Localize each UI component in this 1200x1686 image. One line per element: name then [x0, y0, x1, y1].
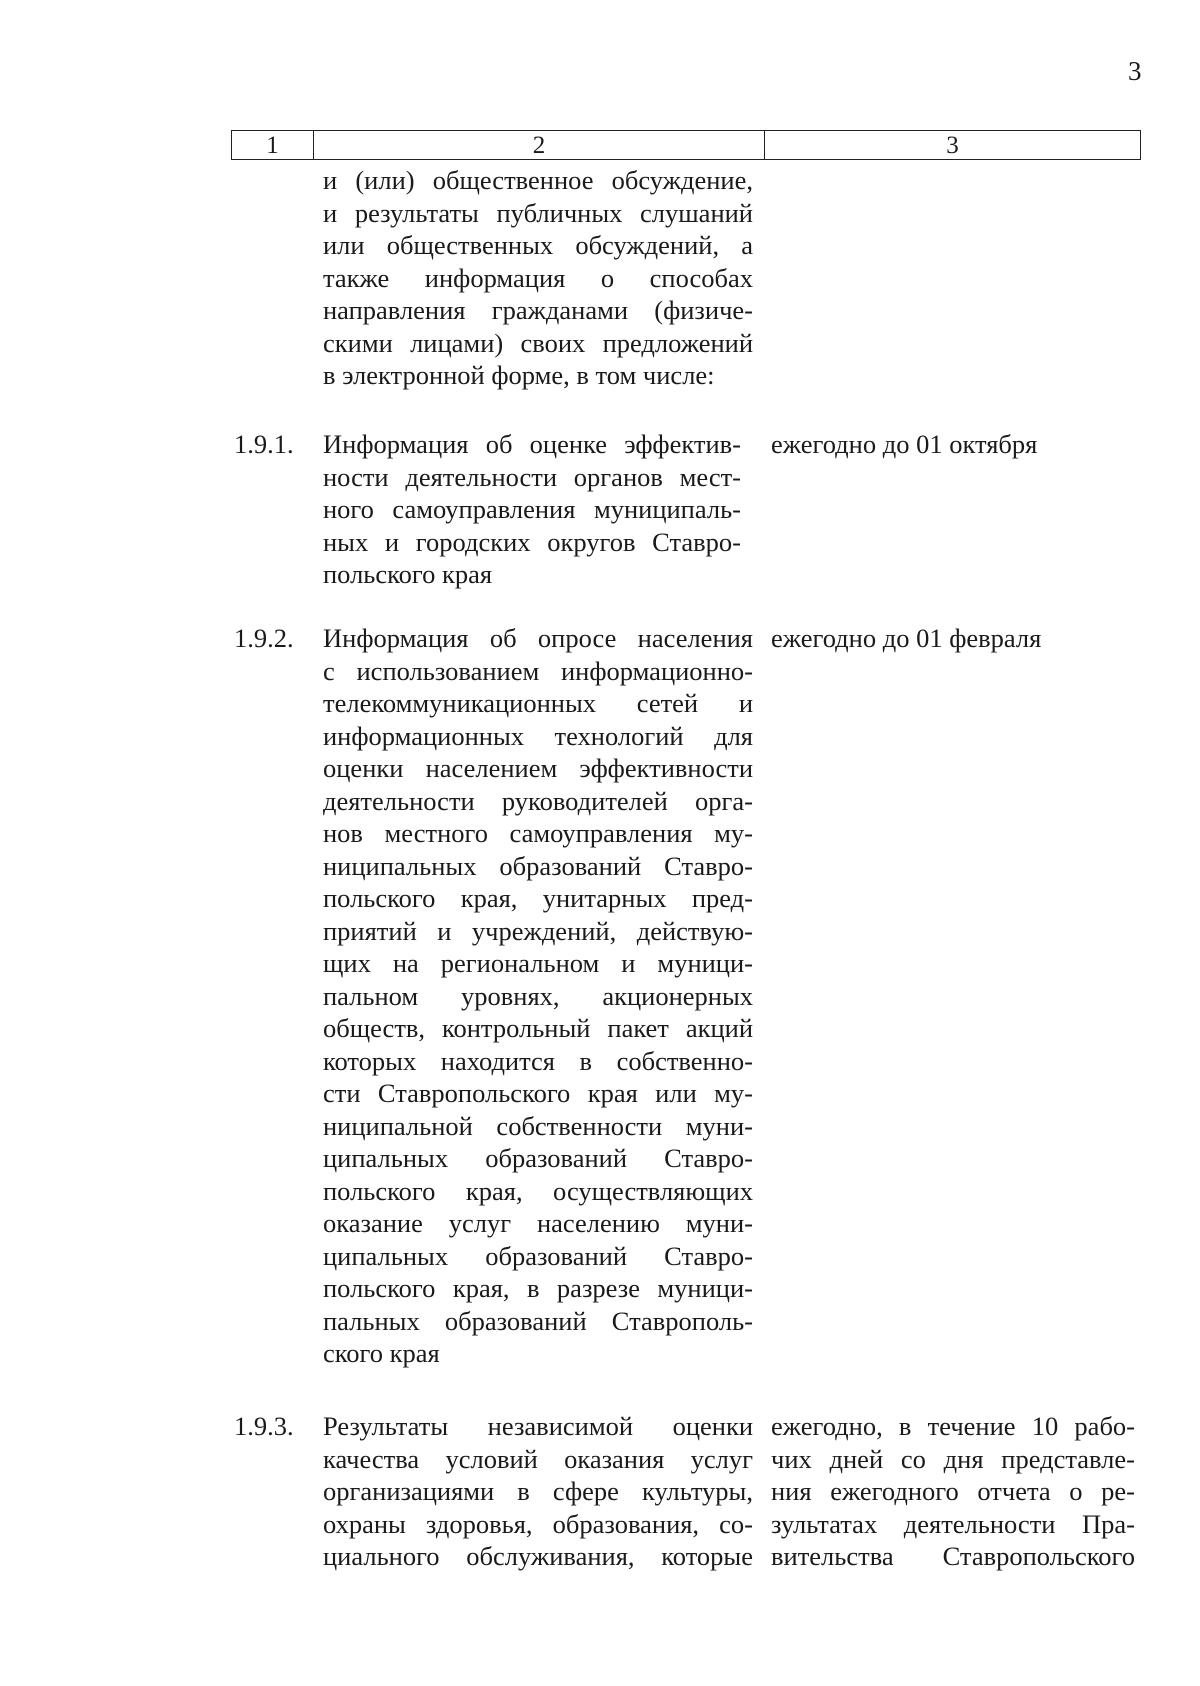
text-line: ципальных образований Ставро- [323, 1143, 753, 1173]
text-line: приятий и учреждений, действую- [323, 915, 753, 946]
text-line: ных и городских округов Ставро- [323, 526, 741, 557]
text-line: польского края, осуществляющих [323, 1175, 753, 1206]
text-line: скими лицами) своих предложений [323, 327, 753, 358]
text-line: циального обслуживания, которые [323, 1541, 753, 1571]
table-header-row [231, 130, 1141, 160]
text-line: польского края [323, 559, 493, 589]
row-description [323, 1410, 753, 1573]
row-deadline [771, 622, 1131, 655]
text-line: Информация об опросе населения [323, 623, 753, 653]
row-number: 1.9.3. [234, 1411, 294, 1441]
text-line: информационных технологий для [323, 720, 753, 751]
text-line: нов местного самоуправления му- [323, 818, 753, 848]
text-line: с использованием информационно- [323, 655, 753, 686]
text-line: ния ежегодного отчета о ре- [771, 1476, 1135, 1506]
table-header-col-3: 3 [946, 131, 959, 159]
text-line: и (или) общественное обсуждение, [323, 165, 753, 195]
text-line: щих на региональном и муници- [323, 948, 753, 978]
text-line: ежегодно, в течение 10 рабо- [771, 1411, 1135, 1441]
text-line: Результаты независимой оценки [323, 1411, 753, 1441]
text-line: качества условий оказания услуг [323, 1443, 753, 1474]
text-line: пальных образований Ставрополь- [323, 1305, 753, 1336]
text-line: ежегодно до 01 октября [771, 429, 1038, 459]
row-deadline [771, 1410, 1135, 1573]
text-line: оценки населением эффективности [323, 753, 753, 783]
text-line: обществ, контрольный пакет акций [323, 1013, 753, 1043]
page-number: 3 [1128, 56, 1142, 86]
text-line: ниципальной собственности муни- [323, 1110, 753, 1141]
table-header-col-2: 2 [314, 131, 765, 159]
text-line: вительства Ставропольского [771, 1541, 1135, 1571]
text-line: польского края, унитарных пред- [323, 883, 753, 913]
text-line: в электронной форме, в том числе: [323, 360, 715, 390]
text-line: оказание услуг населению муни- [323, 1208, 753, 1238]
text-line: или общественных обсуждений, а [323, 230, 753, 260]
text-line: ности деятельности органов мест- [323, 461, 741, 492]
text-line: сти Ставропольского края или му- [323, 1078, 753, 1108]
text-line: также информация о способах [323, 262, 753, 293]
text-line: охраны здоровья, образования, со- [323, 1508, 753, 1539]
text-line: организациями в сфере культуры, [323, 1476, 753, 1506]
text-line: и результаты публичных слушаний [323, 197, 753, 228]
text-line: зультатах деятельности Пра- [771, 1508, 1135, 1539]
text-line: деятельности руководителей орга- [323, 785, 753, 816]
table-header-col-1: 1 [232, 131, 314, 159]
text-line: ципальных образований Ставро- [323, 1240, 753, 1271]
row-number: 1.9.1. [234, 429, 294, 459]
row-description [323, 428, 741, 591]
text-line: польского края, в разрезе муници- [323, 1273, 753, 1303]
row-number: 1.9.2. [234, 623, 294, 653]
continuation-text [323, 164, 753, 392]
text-line: Информация об оценке эффектив- [323, 429, 741, 459]
text-line: ского края [323, 1338, 440, 1368]
text-line: направления гражданами (физиче- [323, 295, 753, 325]
row-deadline [771, 428, 1131, 461]
text-line: чих дней со дня представле- [771, 1443, 1135, 1474]
text-line: пальном уровнях, акционерных [323, 980, 753, 1011]
text-line: ниципальных образований Ставро- [323, 850, 753, 881]
text-line: которых находится в собственно- [323, 1045, 753, 1076]
text-line: телекоммуникационных сетей и [323, 688, 753, 718]
text-line: ного самоуправления муниципаль- [323, 494, 741, 524]
row-description [323, 622, 753, 1370]
text-line: ежегодно до 01 февраля [771, 623, 1042, 653]
